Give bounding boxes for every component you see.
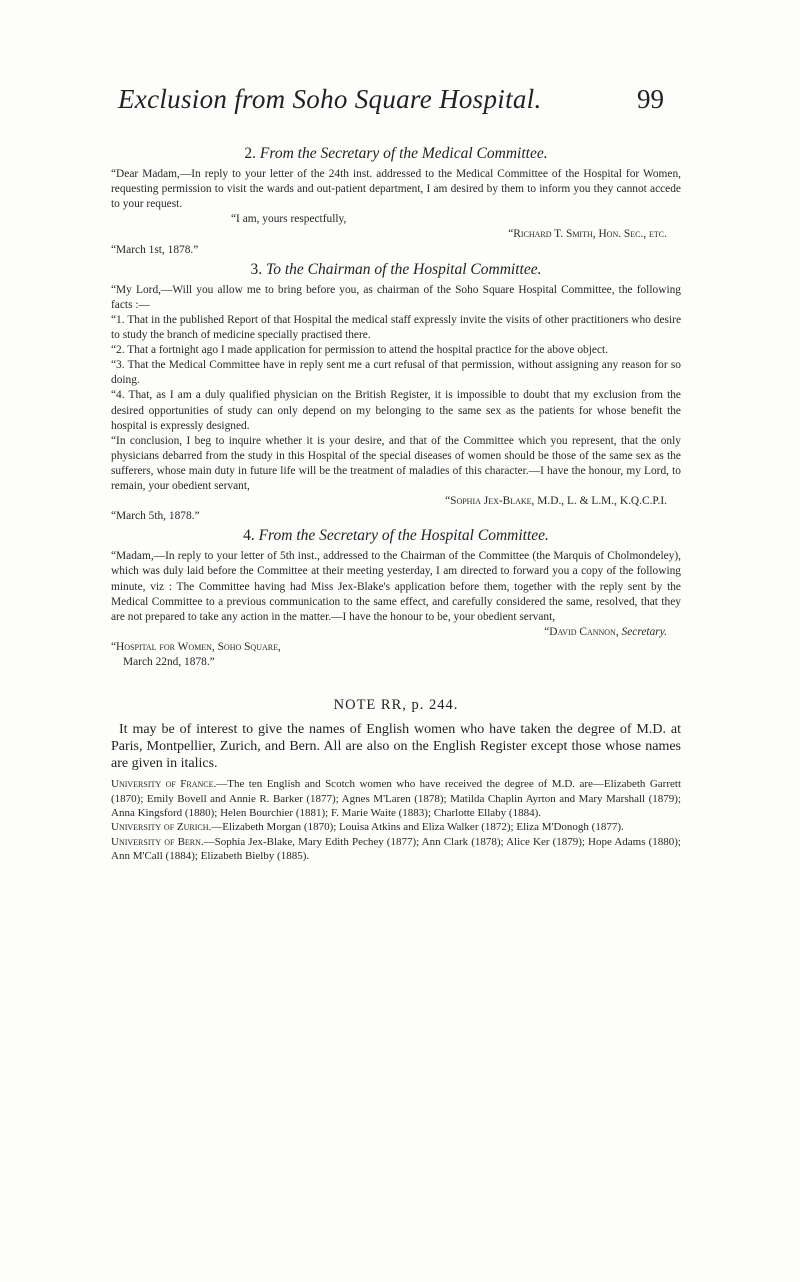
letter-3-signature: “Sophia Jex-Blake, M.D., L. & L.M., K.Q.C.P.I. bbox=[445, 495, 667, 508]
letter-3-number: 3. bbox=[250, 260, 263, 278]
letter-2-signature: “Richard T. Smith, Hon. Sec., etc. bbox=[508, 228, 667, 241]
letter-4 bbox=[111, 528, 681, 670]
bern-label: University of Bern. bbox=[111, 835, 204, 848]
letter-4-number: 4. bbox=[243, 527, 255, 545]
letter-2-body: “Dear Madam,—In reply to your letter of the 24th inst. addressed to the Medical Committee of the Hospital for Women, requesting permission to visit the wards and out-patient department, I am desired by them to inform you they cannot accede to your request. bbox=[111, 168, 681, 211]
note-intro: It may be of interest to give the names of English women who have taken the degree of M.D. at Paris, Montpellier, Zurich, and Bern. All are also on the English Register except those whose names are given in italics. bbox=[111, 722, 681, 772]
letter-2-number: 2. bbox=[244, 145, 257, 162]
letter-3-point-3: “3. That the Medical Committee have in reply sent me a curt refusal of that permission, without assigning any reason for so doing. bbox=[111, 359, 681, 387]
letter-2-heading bbox=[111, 146, 681, 161]
letter-4-heading-text: From the Secretary of the Hospital Committee. bbox=[258, 527, 549, 545]
running-title: Exclusion from Soho Square Hospital. bbox=[118, 84, 542, 114]
letter-4-address-line-2: March 22nd, 1878.” bbox=[123, 656, 215, 668]
page-body bbox=[111, 142, 681, 864]
bern-text: —Sophia Jex-Blake, Mary Edith Pechey (1877); Ann Clark (1878); Alice Ker (1879); Hope Adams (1880); Ann M'Call (1884); Elizabeth Bielby (1885). bbox=[111, 835, 681, 863]
note-bern bbox=[111, 835, 681, 864]
letter-3 bbox=[111, 262, 681, 525]
letter-3-salutation: “My Lord,—Will you allow me to bring before you, as chairman of the Soho Square Hospital Committee, the following facts :— bbox=[111, 283, 681, 311]
france-label: University of France. bbox=[111, 778, 217, 791]
letter-4-address bbox=[111, 640, 681, 670]
france-text: —The ten English and Scotch women who have received the degree of M.D. are—Elizabeth Garrett (1870); Emily Bovell and Annie R. Barker (1877); Agnes M'Laren (1878); Matilda Chaplin Ayrton and Mary Marshall (1879); Anna Kingsford (1880); Helen Bourchier (1881); F. Marie Waite (1883); Charlotte Ellaby (1884). bbox=[111, 778, 682, 819]
letter-4-address-line-1: “Hospital for Women, Soho Square, bbox=[111, 640, 281, 653]
letter-4-body: “Madam,—In reply to your letter of 5th inst., addressed to the Chairman of the Committee (the Marquis of Cholmondeley), which was duly laid before the Committee at their meeting yesterday, I am directed to forward you a copy of the following minute, viz : The Committee having had Miss Jex-Blake's application before them, together with the reply sent by the Medical Committee to a previous communication to the same effect, and carefully considered the same, resolved, that they are not prepared to take any action in the matter.—I have the honour to be, your obedient servant, bbox=[111, 550, 681, 623]
letter-4-signature-role: Secretary. bbox=[621, 625, 667, 638]
letter-2-heading-text: From the Secretary of the Medical Committee. bbox=[259, 145, 548, 162]
letter-3-heading bbox=[111, 262, 681, 277]
letter-2-closing: “I am, yours respectfully, bbox=[231, 213, 347, 226]
letter-4-signature-name: “David Cannon, bbox=[544, 625, 619, 638]
note-zurich bbox=[111, 820, 681, 834]
letter-2 bbox=[111, 146, 681, 258]
note-heading: NOTE RR, p. 244. bbox=[333, 697, 459, 714]
page-number: 99 bbox=[637, 84, 664, 114]
note-rr bbox=[111, 698, 681, 864]
letter-3-heading-text: To the Chairman of the Hospital Committee. bbox=[266, 260, 542, 278]
zurich-text: —Elizabeth Morgan (1870); Louisa Atkins and Eliza Walker (1872); Eliza M'Donogh (1877). bbox=[211, 821, 624, 834]
letter-2-date: “March 1st, 1878.” bbox=[111, 243, 199, 256]
page-header bbox=[0, 84, 800, 124]
letter-4-signature bbox=[111, 625, 667, 640]
letter-3-point-4: “4. That, as I am a duly qualified physician on the British Register, it is impossible to doubt that my exclusion from the desired opportunities of study can only depend on my belonging to the same sex as the patients for whose benefit the hospital is expressly designed. bbox=[111, 389, 681, 432]
letter-3-point-1: “1. That in the published Report of that Hospital the medical staff expressly invite the visits of other practitioners who desire to study the branch of medicine specially practised there. bbox=[111, 313, 681, 342]
letter-4-heading bbox=[111, 528, 681, 543]
letter-3-conclusion: “In conclusion, I beg to inquire whether it is your desire, and that of the Committee which you represent, that the only physicians debarred from the study in this Hospital of the special diseases of women should be those of the same sex as the sufferers, whose main duty in future life will be the treatment of maladies of this character.—I have the honour, my Lord, to remain, your obedient servant, bbox=[111, 434, 681, 492]
note-france bbox=[111, 777, 681, 820]
letter-3-point-2: “2. That a fortnight ago I made application for permission to attend the hospital practice for the above object. bbox=[111, 344, 609, 357]
zurich-label: University of Zurich. bbox=[111, 821, 212, 834]
letter-3-date: “March 5th, 1878.” bbox=[111, 510, 200, 523]
